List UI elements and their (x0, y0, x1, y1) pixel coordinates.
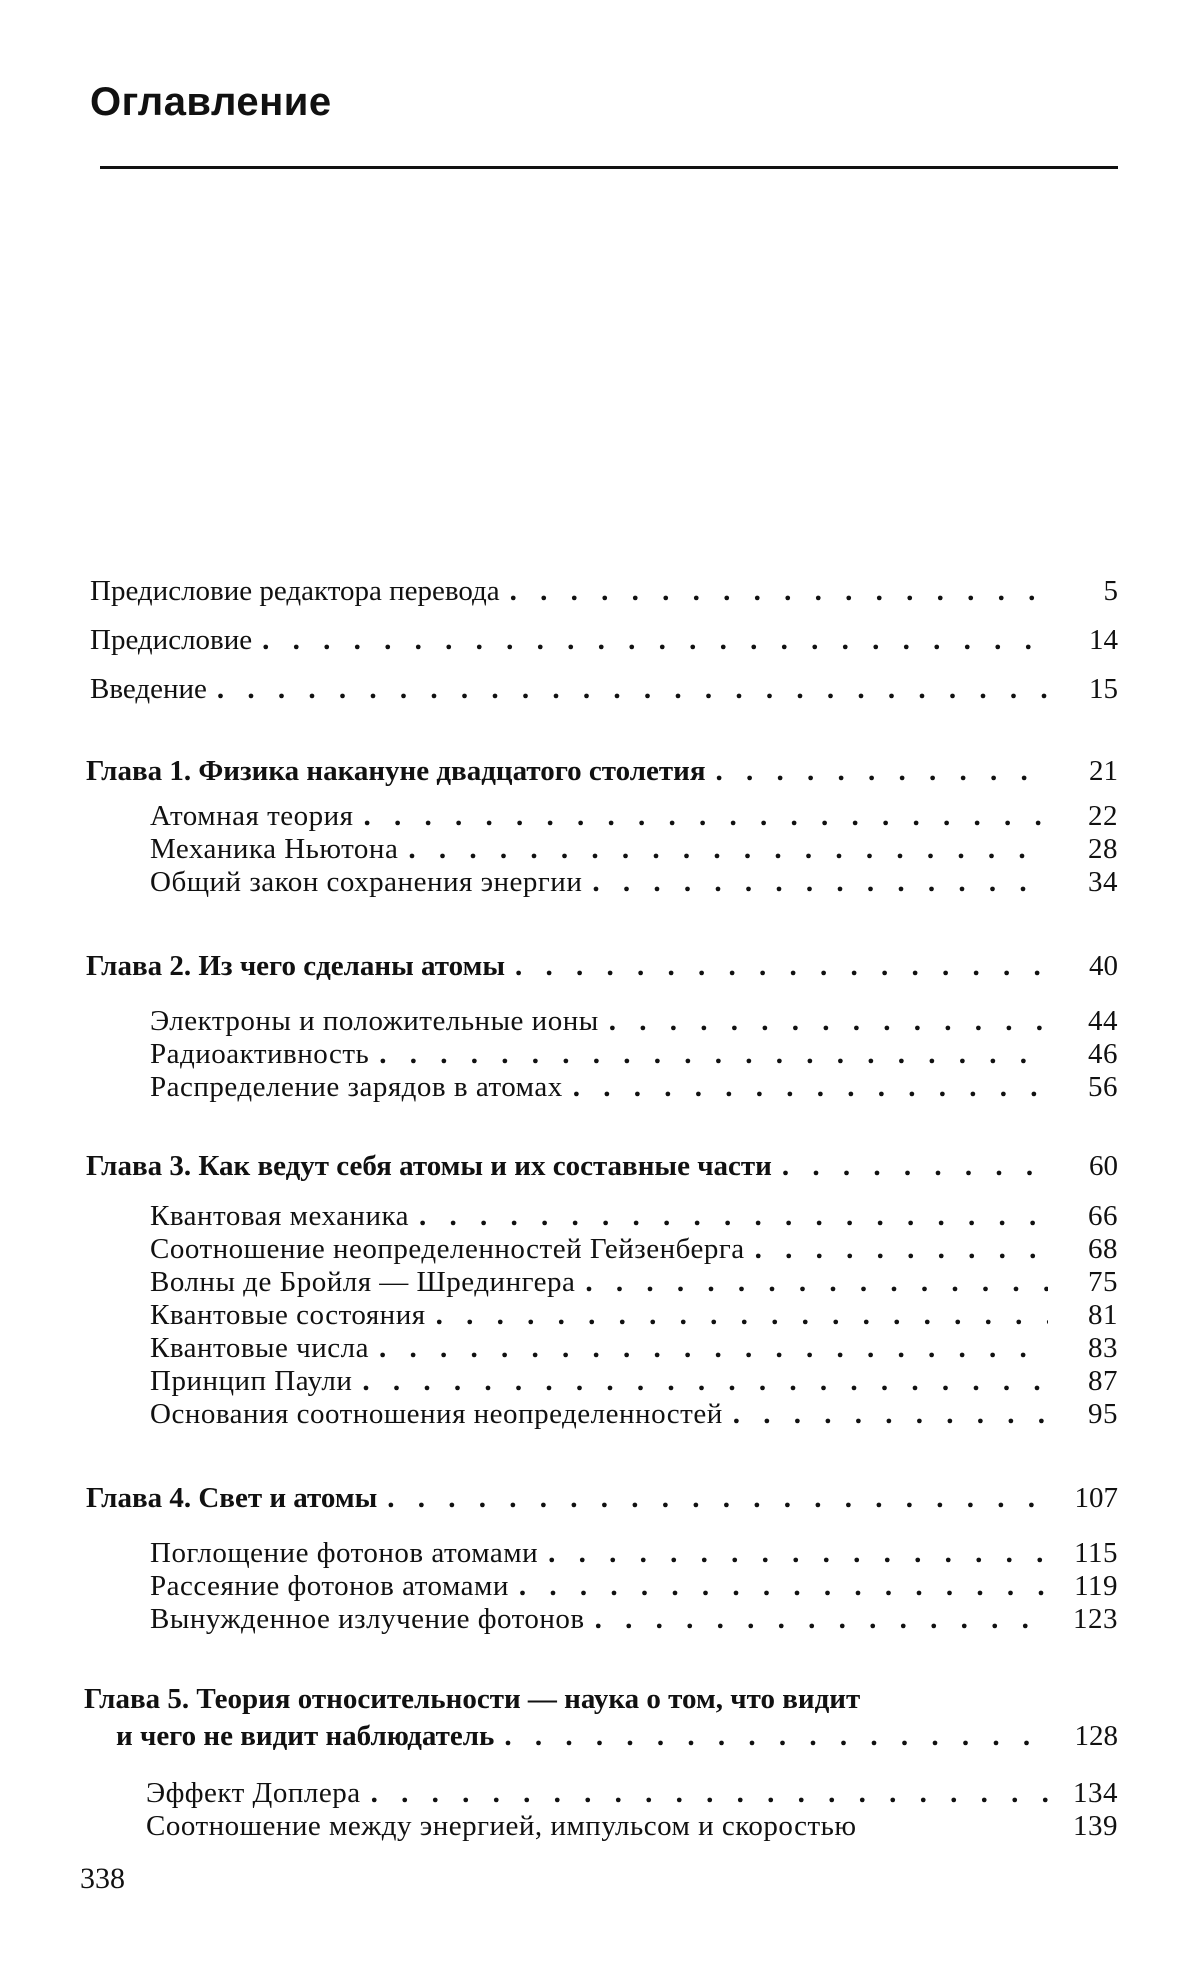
toc-section-title: Соотношение неопределенностей Гейзенберга (150, 1233, 745, 1265)
toc-section-page: 56 (1088, 1071, 1118, 1103)
toc-chapter-title: Глава 2. Из чего сделаны атомы (86, 950, 505, 982)
toc-section-title: Квантовые числа (150, 1332, 369, 1364)
toc-section[interactable] (150, 800, 1118, 833)
toc-section-page: 66 (1088, 1200, 1118, 1232)
toc-section-page: 119 (1074, 1570, 1118, 1602)
toc-section-title: Квантовая механика (150, 1200, 409, 1232)
toc-chapter-3[interactable] (86, 1150, 1118, 1183)
leader-dots (371, 1777, 1048, 1810)
leader-dots (733, 1398, 1048, 1431)
toc-section[interactable] (146, 1777, 1118, 1810)
toc-entry-introduction[interactable] (90, 673, 1118, 706)
toc-chapter-2[interactable] (86, 950, 1118, 983)
toc-chapter-5-title-line-1[interactable]: Глава 5. Теория относительности — наука о том, что видит (84, 1683, 861, 1715)
toc-section[interactable] (150, 1365, 1118, 1398)
toc-section[interactable] (150, 1038, 1118, 1071)
toc-section[interactable] (150, 833, 1118, 866)
leader-dots (609, 1005, 1048, 1038)
leader-dots (592, 866, 1048, 899)
toc-section[interactable] (150, 1071, 1118, 1104)
toc-section-page: 28 (1088, 833, 1118, 865)
toc-section-title: Эффект Доплера (146, 1777, 361, 1809)
toc-section-title: Основания соотношения неопределенностей (150, 1398, 723, 1430)
toc-section[interactable] (150, 1266, 1118, 1299)
page-number: 338 (80, 1862, 125, 1895)
toc-section[interactable] (150, 1299, 1118, 1332)
toc-chapter-page: 128 (1074, 1720, 1118, 1752)
toc-section-page: 81 (1088, 1299, 1118, 1331)
leader-dots (363, 800, 1048, 833)
toc-section[interactable] (150, 1005, 1118, 1038)
toc-section-page: 115 (1074, 1537, 1118, 1569)
toc-chapter-page: 40 (1089, 950, 1118, 982)
toc-section-page: 134 (1073, 1777, 1118, 1809)
toc-entry-page: 14 (1089, 624, 1118, 656)
leader-dots (716, 755, 1048, 788)
toc-section[interactable] (150, 1398, 1118, 1431)
toc-entry-page: 15 (1089, 673, 1118, 705)
toc-section[interactable] (150, 1233, 1118, 1266)
leader-dots (519, 1570, 1048, 1603)
toc-section-page: 123 (1073, 1603, 1118, 1635)
leader-dots (548, 1537, 1048, 1570)
toc-entry-page: 5 (1103, 575, 1118, 607)
toc-chapter-5[interactable] (116, 1720, 1118, 1753)
toc-section-title: Радиоактивность (150, 1038, 370, 1070)
toc-section-title: Рассеяние фотонов атомами (150, 1570, 509, 1602)
toc-section-title: Общий закон сохранения энергии (150, 866, 583, 898)
leader-dots (510, 575, 1048, 608)
toc-section-title: Волны де Бройля — Шредингера (150, 1266, 576, 1298)
leader-dots (573, 1071, 1048, 1104)
toc-section-page: 83 (1088, 1332, 1118, 1364)
toc-section-title: Вынужденное излучение фотонов (150, 1603, 585, 1635)
toc-entry-title: Введение (90, 673, 207, 705)
toc-section-page: 44 (1088, 1005, 1118, 1037)
page-title: Оглавление (90, 80, 332, 124)
toc-chapter-page: 60 (1089, 1150, 1118, 1182)
leader-dots (419, 1200, 1048, 1233)
toc-chapter-title: Глава 1. Физика накануне двадцатого столетия (86, 755, 706, 787)
toc-section-title: Механика Ньютона (150, 833, 399, 865)
toc-chapter-title: Глава 4. Свет и атомы (86, 1482, 378, 1514)
leader-dots (217, 673, 1048, 706)
toc-chapter-title: Глава 3. Как ведут себя атомы и их составные части (86, 1150, 772, 1182)
toc-chapter-1[interactable] (86, 755, 1118, 788)
leader-dots (262, 624, 1048, 657)
leader-dots (408, 833, 1048, 866)
toc-section-page: 46 (1088, 1038, 1118, 1070)
toc-section-page: 139 (1073, 1810, 1118, 1842)
toc-section[interactable] (150, 1570, 1118, 1603)
toc-section-page: 87 (1088, 1365, 1118, 1397)
leader-dots (379, 1038, 1048, 1071)
toc-section-page: 22 (1088, 800, 1118, 832)
toc-chapter-title-continued: и чего не видит наблюдатель (116, 1720, 495, 1752)
toc-section-title: Распределение зарядов в атомах (150, 1071, 563, 1103)
toc-section[interactable] (150, 1332, 1118, 1365)
leader-dots (504, 1720, 1048, 1753)
leader-dots (515, 950, 1048, 983)
toc-section[interactable] (150, 1537, 1118, 1570)
toc-section-title: Соотношение между энергией, импульсом и скоростью (146, 1810, 857, 1842)
toc-chapter-page: 21 (1089, 755, 1118, 787)
toc-section-page: 95 (1088, 1398, 1118, 1430)
toc-section-title: Квантовые состояния (150, 1299, 426, 1331)
toc-section-title: Атомная теория (150, 800, 354, 832)
toc-chapter-4[interactable] (86, 1482, 1118, 1515)
toc-entry-preface[interactable] (90, 624, 1118, 657)
toc-entry-title: Предисловие редактора перевода (90, 575, 500, 607)
leader-dots (585, 1266, 1048, 1299)
toc-section-title: Поглощение фотонов атомами (150, 1537, 539, 1569)
leader-dots (387, 1482, 1048, 1515)
leader-dots (362, 1365, 1048, 1398)
toc-entry-translator-preface[interactable] (90, 575, 1118, 608)
toc-section-page: 75 (1088, 1266, 1118, 1298)
leader-dots (379, 1332, 1048, 1365)
toc-section[interactable] (150, 1603, 1118, 1636)
toc-section[interactable] (150, 1200, 1118, 1233)
toc-section-page: 34 (1088, 866, 1118, 898)
toc-section[interactable] (146, 1810, 1118, 1843)
toc-section-title: Принцип Паули (150, 1365, 353, 1397)
toc-section[interactable] (150, 866, 1118, 899)
toc-chapter-page: 107 (1074, 1482, 1118, 1514)
toc-entry-title: Предисловие (90, 624, 253, 656)
leader-dots (782, 1150, 1048, 1183)
leader-dots (436, 1299, 1048, 1332)
leader-dots (595, 1603, 1048, 1636)
toc-section-title: Электроны и положительные ионы (150, 1005, 599, 1037)
toc-section-page: 68 (1088, 1233, 1118, 1265)
leader-dots (755, 1233, 1048, 1266)
